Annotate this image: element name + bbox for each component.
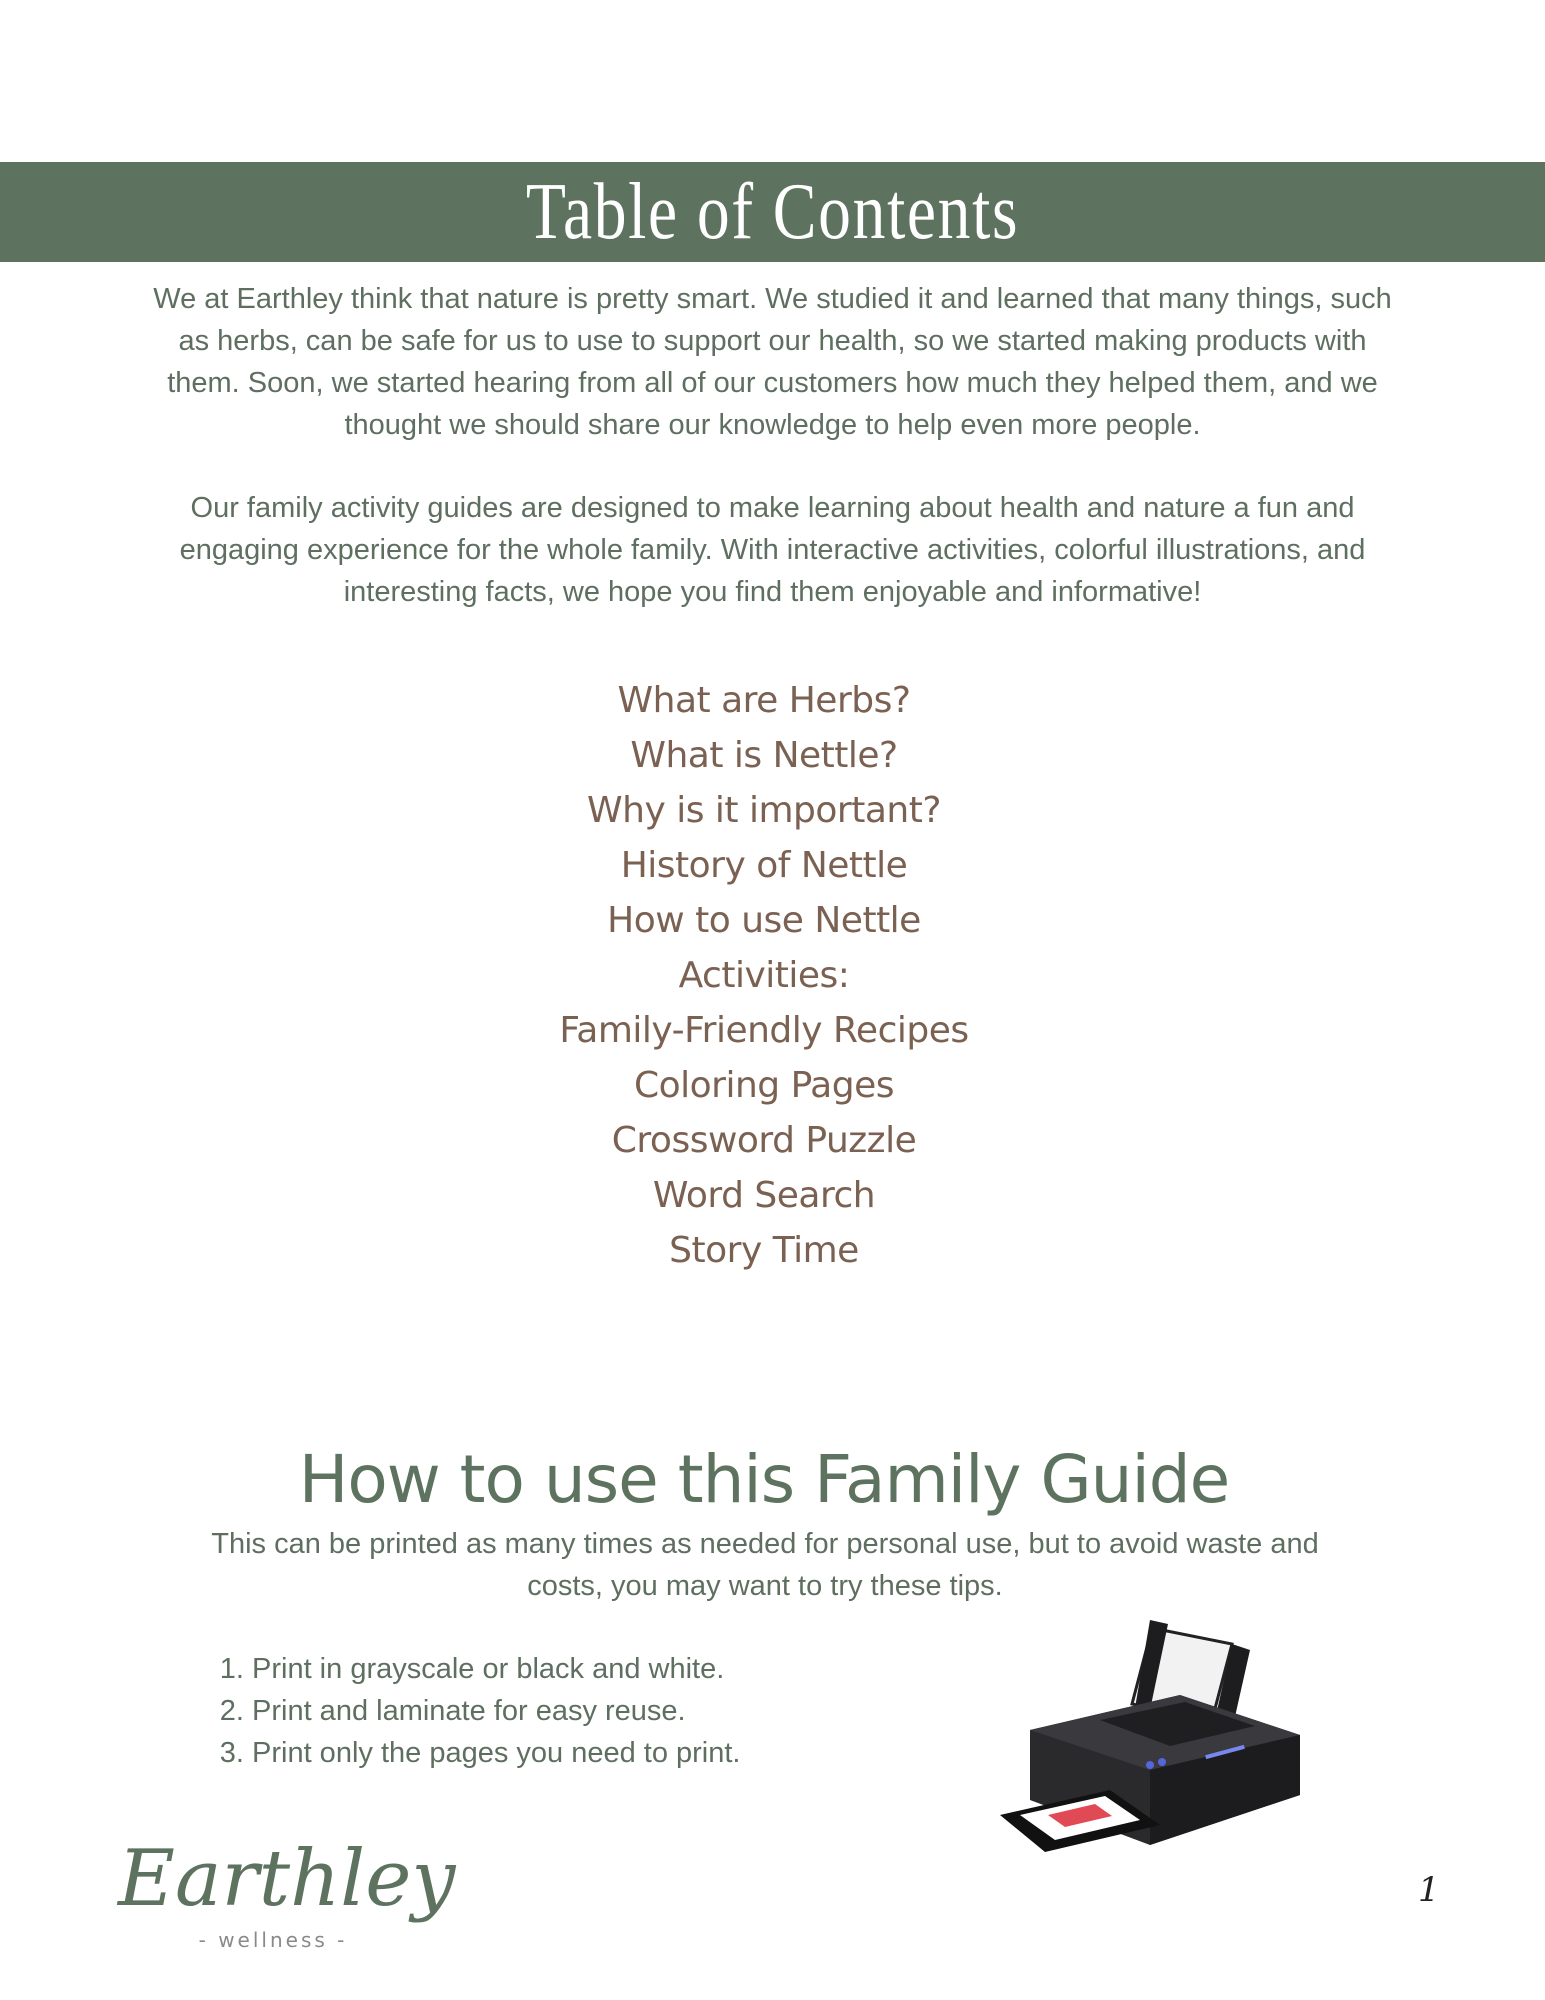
toc-item[interactable]: How to use Nettle [607, 900, 921, 941]
toc-item[interactable]: Crossword Puzzle [611, 1120, 917, 1161]
toc-item[interactable]: What is Nettle? [630, 735, 898, 776]
toc-item[interactable]: Word Search [652, 1175, 876, 1216]
earthley-logo [118, 1834, 456, 1955]
title-banner [0, 162, 1545, 262]
toc-item[interactable]: Story Time [669, 1230, 859, 1271]
toc-item[interactable]: Why is it important? [587, 790, 941, 831]
toc-item[interactable]: Family-Friendly Recipes [559, 1010, 969, 1051]
howto-title: How to use this Family Guide [298, 1441, 1230, 1518]
page-number: 1 [1418, 1870, 1440, 1910]
page-title: Table of Contents [525, 168, 1020, 256]
toc-item[interactable]: What are Herbs? [617, 680, 911, 721]
intro-paragraph-2: Our family activity guides are designed to make learning about health and nature a fun and engaging experience for the whole family. With interactive activities, colorful illustrations, and interesting facts, we hope you find them enjoyable and informative! [179, 492, 1366, 608]
printer-icon [1000, 1620, 1300, 1850]
howto-description: This can be printed as many times as needed for personal use, but to avoid waste and costs, you may want to try these tips. [211, 1528, 1319, 1602]
tips-list [210, 1648, 740, 1774]
tip-item: 1. Print in grayscale or black and white. [252, 1648, 740, 1690]
toc-item[interactable]: History of Nettle [620, 845, 908, 886]
table-of-contents-list [0, 673, 1528, 1278]
toc-item[interactable]: Coloring Pages [633, 1065, 894, 1106]
logo-tagline-text: - wellness - [198, 1928, 348, 1952]
logo-brand-text: Earthley [118, 1834, 456, 1924]
toc-item[interactable]: Activities: [678, 955, 850, 996]
tip-item: 3. Print only the pages you need to print. [252, 1732, 740, 1774]
intro-paragraph-1: We at Earthley think that nature is pretty smart. We studied it and learned that many things, such as herbs, can be safe for us to use to support our health, so we started making products with them. Soon, we started hearing from all of our customers how much they helped them, and we thought we should share our knowledge to help even more people. [153, 283, 1392, 441]
tip-item: 2. Print and laminate for easy reuse. [252, 1690, 740, 1732]
